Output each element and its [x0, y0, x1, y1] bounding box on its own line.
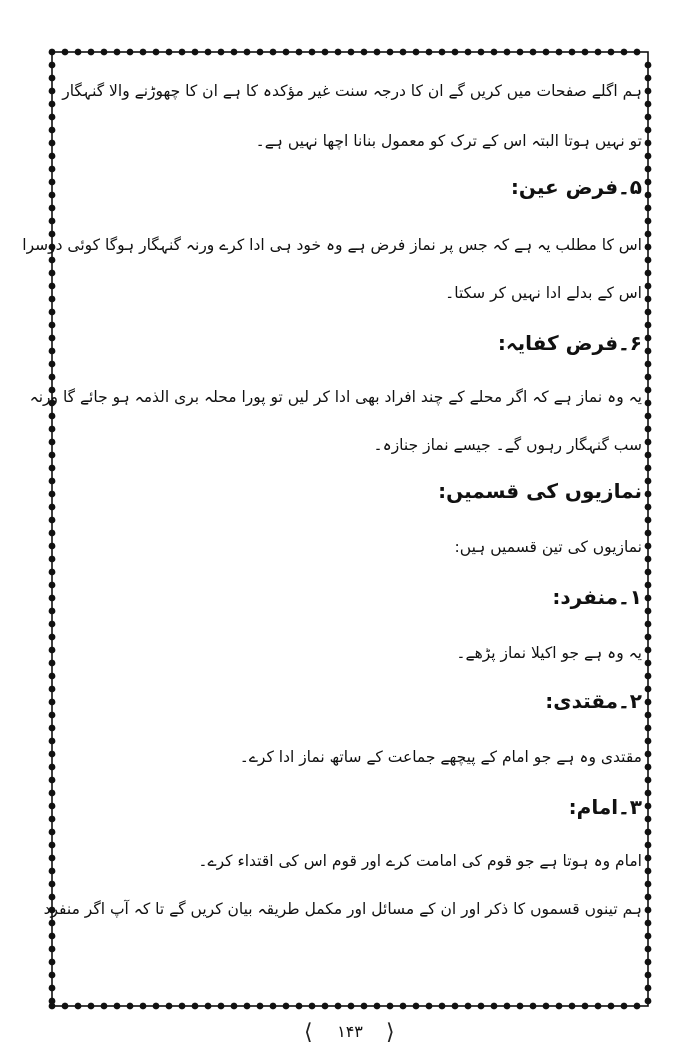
border-bead — [49, 166, 56, 173]
border-bead — [426, 49, 433, 56]
border-bead — [645, 166, 652, 173]
border-bead — [645, 530, 652, 537]
border-bead — [645, 998, 652, 1005]
border-bead — [645, 647, 652, 654]
border-bead — [49, 998, 56, 1005]
border-bead — [49, 283, 56, 290]
border-bead — [645, 881, 652, 888]
border-bead — [49, 920, 56, 927]
border-bead — [49, 972, 56, 979]
border-bead — [645, 764, 652, 771]
border-bead — [645, 309, 652, 316]
border-bead — [504, 49, 511, 56]
border-bead — [645, 413, 652, 420]
border-bead — [645, 153, 652, 160]
border-bead — [645, 439, 652, 446]
border-bead — [49, 582, 56, 589]
border-bead — [645, 244, 652, 251]
border-bead — [49, 699, 56, 706]
text-line: یہ وہ نماز ہے کہ اگر محلے کے چند افراد بھی ادا کر لیں تو پورا محلہ بری الذمہ ہو جائے گا ورنہ — [29, 388, 642, 406]
border-bead — [645, 465, 652, 472]
border-bead — [49, 426, 56, 433]
border-bead — [49, 192, 56, 199]
border-bead — [645, 374, 652, 381]
border-bead — [361, 49, 368, 56]
border-bead — [608, 49, 615, 56]
border-bead — [645, 114, 652, 121]
border-bead — [218, 49, 225, 56]
border-bead — [49, 660, 56, 667]
border-bead — [645, 452, 652, 459]
border-bead — [49, 374, 56, 381]
border-bead — [49, 777, 56, 784]
border-bead — [645, 517, 652, 524]
border-bead — [645, 920, 652, 927]
border-bead — [49, 309, 56, 316]
ornament-bracket-left-icon: ⟨ — [304, 1020, 313, 1045]
border-bead — [49, 127, 56, 134]
border-bead — [49, 335, 56, 342]
border-bead — [49, 790, 56, 797]
border-bead — [645, 621, 652, 628]
border-bead — [645, 179, 652, 186]
border-bead — [582, 49, 589, 56]
border-bead — [645, 543, 652, 550]
border-bead — [49, 491, 56, 498]
border-bead — [179, 49, 186, 56]
border-bead — [645, 985, 652, 992]
border-bead — [645, 894, 652, 901]
border-bead — [49, 452, 56, 459]
border-bead — [645, 777, 652, 784]
border-bead — [645, 673, 652, 680]
border-bead — [645, 140, 652, 147]
border-bead — [645, 387, 652, 394]
border-bead — [543, 49, 550, 56]
section-heading: ۶۔فرض کفایہ: — [497, 331, 642, 355]
border-bead — [49, 868, 56, 875]
border-bead — [645, 595, 652, 602]
border-bead — [645, 205, 652, 212]
border-bead — [645, 842, 652, 849]
border-bead — [645, 101, 652, 108]
border-bead — [49, 933, 56, 940]
border-bead — [645, 725, 652, 732]
border-bead — [49, 439, 56, 446]
border-bead — [49, 517, 56, 524]
border-bead — [49, 725, 56, 732]
border-bead — [645, 959, 652, 966]
border-bead — [645, 283, 652, 290]
border-bead — [491, 49, 498, 56]
border-bead — [335, 49, 342, 56]
border-bead — [49, 114, 56, 121]
border-bead — [645, 660, 652, 667]
border-bead — [645, 855, 652, 862]
border-bead — [49, 322, 56, 329]
border-bead — [645, 348, 652, 355]
section-heading: ۱۔منفرد: — [552, 585, 642, 609]
border-bead — [127, 49, 134, 56]
border-bead — [645, 491, 652, 498]
text-line: اس کے بدلے ادا نہیں کر سکتا۔ — [445, 284, 642, 302]
border-bead — [166, 49, 173, 56]
border-bead — [49, 842, 56, 849]
border-bead — [645, 426, 652, 433]
border-bead — [49, 881, 56, 888]
border-bead — [530, 49, 537, 56]
text-line: ہم اگلے صفحات میں کریں گے ان کا درجہ سنت غیر مؤکدہ کا ہے ان کا چھوڑنے والا گنہگار — [62, 82, 642, 100]
section-heading: ۲۔مقتدی: — [545, 689, 642, 713]
border-bead — [645, 569, 652, 576]
page-footer — [0, 1018, 700, 1048]
border-bead — [645, 504, 652, 511]
section-heading: نمازیوں کی قسمیں: — [438, 479, 642, 503]
border-bead — [645, 231, 652, 238]
border-bead — [645, 400, 652, 407]
border-bead — [49, 270, 56, 277]
text-line: ہم تینوں قسموں کا ذکر اور ان کے مسائل اور مکمل طریقہ بیان کریں گے تا کہ آپ اگر منفرد — [43, 900, 642, 918]
border-bead — [645, 868, 652, 875]
border-bead — [49, 49, 56, 56]
border-bead — [645, 218, 652, 225]
border-bead — [62, 49, 69, 56]
border-bead — [452, 49, 459, 56]
border-bead — [645, 62, 652, 69]
border-bead — [49, 855, 56, 862]
border-bead — [374, 49, 381, 56]
border-bead — [49, 296, 56, 303]
section-heading: ۳۔امام: — [568, 795, 642, 819]
border-bead — [348, 49, 355, 56]
text-line: مقتدی وہ ہے جو امام کے پیچھے جماعت کے ساتھ نماز ادا کرے۔ — [239, 748, 642, 766]
border-bead — [49, 829, 56, 836]
border-bead — [645, 946, 652, 953]
border-bead — [413, 49, 420, 56]
border-bead — [569, 49, 576, 56]
border-bead — [296, 49, 303, 56]
border-bead — [634, 49, 641, 56]
border-bead — [49, 673, 56, 680]
border-bead — [88, 49, 95, 56]
border-bead — [645, 556, 652, 563]
border-bead — [192, 49, 199, 56]
text-line: نمازیوں کی تین قسمیں ہیں: — [454, 538, 642, 556]
border-bead — [49, 218, 56, 225]
border-bead — [270, 49, 277, 56]
border-bead — [645, 790, 652, 797]
border-bead — [231, 49, 238, 56]
border-bead — [645, 75, 652, 82]
border-bead — [517, 49, 524, 56]
border-bead — [257, 49, 264, 56]
border-bead — [140, 49, 147, 56]
border-bead — [645, 686, 652, 693]
border-bead — [49, 530, 56, 537]
border-bead — [645, 582, 652, 589]
border-bead — [645, 127, 652, 134]
border-bead — [114, 49, 121, 56]
border-bead — [49, 361, 56, 368]
border-bead — [49, 803, 56, 810]
section-heading: ۵۔فرض عین: — [510, 175, 642, 199]
border-bead — [49, 88, 56, 95]
border-bead — [645, 335, 652, 342]
border-bead — [556, 49, 563, 56]
border-bead — [49, 543, 56, 550]
border-bead — [621, 49, 628, 56]
border-bead — [49, 62, 56, 69]
border-bead — [49, 348, 56, 355]
border-bead — [49, 257, 56, 264]
border-bead — [439, 49, 446, 56]
border-bead — [465, 49, 472, 56]
border-bead — [478, 49, 485, 56]
border-bead — [645, 296, 652, 303]
border-bead — [49, 179, 56, 186]
border-bead — [645, 257, 652, 264]
border-bead — [49, 595, 56, 602]
text-line: سب گنہگار رہوں گے۔ جیسے نماز جنازہ۔ — [373, 436, 642, 454]
border-bead — [645, 699, 652, 706]
border-bead — [49, 413, 56, 420]
border-bead — [595, 49, 602, 56]
border-bead — [205, 49, 212, 56]
border-bead — [322, 49, 329, 56]
border-bead — [49, 634, 56, 641]
border-bead — [244, 49, 251, 56]
border-bead — [645, 270, 652, 277]
border-bead — [153, 49, 160, 56]
border-bead — [49, 751, 56, 758]
border-bead — [387, 49, 394, 56]
border-bead — [49, 569, 56, 576]
border-bead — [49, 205, 56, 212]
border-bead — [645, 738, 652, 745]
border-bead — [49, 764, 56, 771]
border-bead — [49, 608, 56, 615]
border-bead — [49, 959, 56, 966]
border-bead — [283, 49, 290, 56]
border-bead — [645, 972, 652, 979]
border-bead — [645, 192, 652, 199]
border-bead — [49, 153, 56, 160]
page-body — [22, 74, 642, 1004]
border-bead — [49, 686, 56, 693]
border-bead — [75, 49, 82, 56]
border-bead — [645, 712, 652, 719]
border-bead — [49, 621, 56, 628]
border-bead — [49, 738, 56, 745]
border-bead — [49, 140, 56, 147]
border-bead — [645, 816, 652, 823]
border-bead — [309, 49, 316, 56]
text-line: اس کا مطلب یہ ہے کہ جس پر نماز فرض ہے وہ خود ہی ادا کرے ورنہ گنہگار ہوگا کوئی دوسرا — [22, 236, 642, 254]
border-bead — [49, 816, 56, 823]
border-bead — [645, 829, 652, 836]
border-bead — [49, 946, 56, 953]
border-bead — [49, 101, 56, 108]
ornament-bracket-right-icon: ⟩ — [386, 1020, 395, 1045]
border-bead — [645, 322, 652, 329]
text-line: امام وہ ہوتا ہے جو قوم کی امامت کرے اور قوم اس کی اقتداء کرے۔ — [198, 852, 642, 870]
border-bead — [49, 75, 56, 82]
border-bead — [400, 49, 407, 56]
border-bead — [49, 985, 56, 992]
page-number: ۱۴۳ — [337, 1022, 363, 1041]
border-bead — [49, 465, 56, 472]
border-bead — [645, 88, 652, 95]
border-bead — [49, 647, 56, 654]
border-bead — [49, 478, 56, 485]
border-bead — [49, 712, 56, 719]
text-line: یہ وہ ہے جو اکیلا نماز پڑھے۔ — [456, 644, 642, 662]
border-bead — [645, 361, 652, 368]
border-bead — [645, 803, 652, 810]
border-bead — [645, 478, 652, 485]
border-bead — [645, 907, 652, 914]
text-line: تو نہیں ہوتا البتہ اس کے ترک کو معمول بنانا اچھا نہیں ہے۔ — [255, 132, 642, 150]
border-bead — [645, 751, 652, 758]
border-bead — [49, 556, 56, 563]
border-bead — [49, 504, 56, 511]
border-bead — [645, 933, 652, 940]
border-bead — [645, 634, 652, 641]
border-bead — [101, 49, 108, 56]
border-bead — [645, 608, 652, 615]
